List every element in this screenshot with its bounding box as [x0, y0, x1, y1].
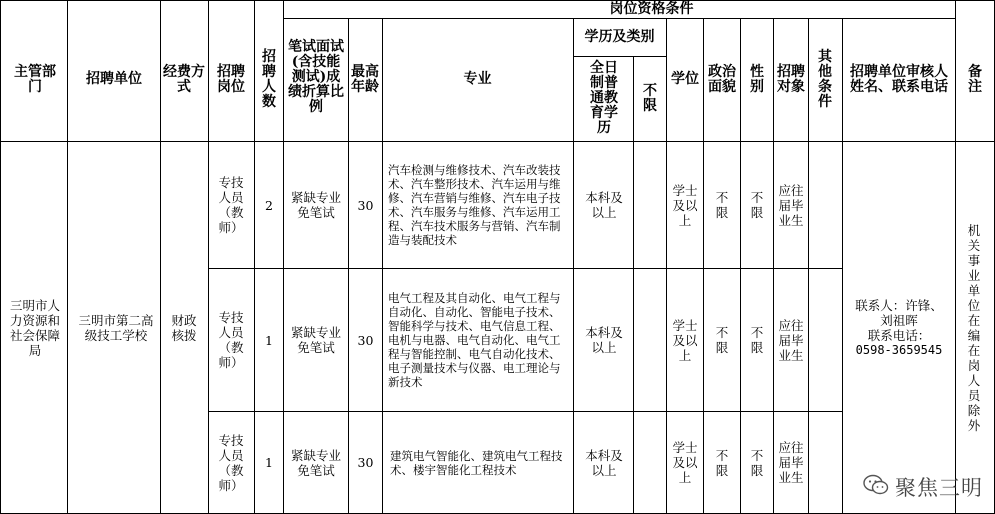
header-target: 招聘对象: [777, 63, 805, 95]
row2-count: 1: [265, 332, 273, 348]
header-dept: 主管部门: [14, 63, 56, 95]
header-funding: 经费方式: [163, 63, 205, 95]
watermark: [863, 472, 983, 502]
row2-target: 应往届毕业生: [778, 317, 804, 363]
row1-count: 2: [265, 197, 273, 213]
header-unlimited: 不限: [643, 82, 657, 114]
remark-cell: 机关事业单位在编在岗人员除外: [967, 222, 981, 433]
row3-education: 本科及以上: [585, 447, 623, 478]
row3-target: 应往届毕业生: [778, 440, 804, 485]
row1-gender: 不限: [750, 190, 764, 220]
row3-post: 专技人员（教师）: [218, 432, 244, 493]
row2-degree: 学士及以上: [672, 317, 698, 363]
header-remark: 备注: [968, 63, 982, 95]
row1-political: 不限: [715, 190, 729, 220]
contact-name: 联系人：许锋、刘祖晖: [855, 297, 943, 328]
row2-gender: 不限: [750, 325, 764, 355]
header-political: 政治面貌: [708, 63, 736, 95]
funding-cell: 财政核拨: [171, 312, 197, 343]
row3-political: 不限: [715, 447, 729, 478]
header-qualifications: 岗位资格条件: [609, 0, 694, 17]
row3-age: 30: [357, 455, 374, 470]
unit-cell: 三明市第二高级技工学校: [78, 312, 154, 343]
row1-ratio: 紧缺专业免笔试: [290, 190, 341, 220]
row3-major: 建筑电气智能化、建筑电气工程技术、楼宇智能化工程技术: [390, 448, 563, 477]
header-max-age: 最高年龄: [351, 63, 379, 95]
header-other: 其他条件: [818, 48, 832, 110]
header-post: 招聘岗位: [217, 63, 245, 95]
row1-age: 30: [357, 197, 374, 213]
header-degree: 学位: [671, 71, 699, 87]
row1-target: 应往届毕业生: [778, 182, 804, 228]
header-major: 专业: [463, 71, 492, 87]
row2-ratio: 紧缺专业免笔试: [290, 325, 341, 355]
header-fulltime: 全日制普通教育学历: [590, 60, 618, 136]
row3-count: 1: [265, 455, 273, 470]
row1-major: 汽车检测与维修技术、汽车改装技术、汽车整形技术、汽车运用与维修、汽车营销与维修、汽车电子技术、汽车服务与维修、汽车运用工程、汽车技术服务与营销、汽车制造与装配技术: [388, 163, 561, 247]
row3-ratio: 紧缺专业免笔试: [290, 447, 341, 478]
row3-degree: 学士及以上: [672, 440, 698, 485]
row3-gender: 不限: [750, 447, 764, 478]
header-count: 招聘人数: [262, 48, 276, 110]
header-ratio: 笔试面试(含技能测试)成绩折算比例: [288, 39, 344, 115]
header-education: 学历及类别: [584, 28, 655, 45]
header-unit: 招聘单位: [86, 71, 142, 87]
row1-degree: 学士及以上: [672, 182, 698, 228]
row2-post: 专技人员（教师）: [218, 310, 244, 370]
header-gender: 性别: [750, 63, 764, 95]
row1-education: 本科及以上: [585, 190, 623, 220]
watermark-text: 聚焦三明: [895, 476, 983, 500]
contact-phone: 0598-3659545: [855, 342, 943, 357]
wechat-icon: [863, 474, 889, 500]
row1-post: 专技人员（教师）: [218, 175, 244, 235]
row2-education: 本科及以上: [585, 325, 623, 355]
row2-major: 电气工程及其自动化、电气工程与自动化、自动化、智能电子技术、智能科学与技术、电气信息工程、电机与电器、电气自动化、电气工程与智能控制、电气自动化技术、电子测量技术与仪器、电工理论与新技术: [388, 291, 561, 389]
row2-age: 30: [357, 332, 374, 348]
contact-cell: [844, 142, 954, 513]
dept-cell: 三明市人力资源和社会保障局: [9, 297, 60, 358]
contact-phone-label: 联系电话：: [867, 327, 931, 343]
header-contact: 招聘单位审核人姓名、联系电话: [850, 63, 948, 95]
row2-political: 不限: [715, 325, 729, 355]
